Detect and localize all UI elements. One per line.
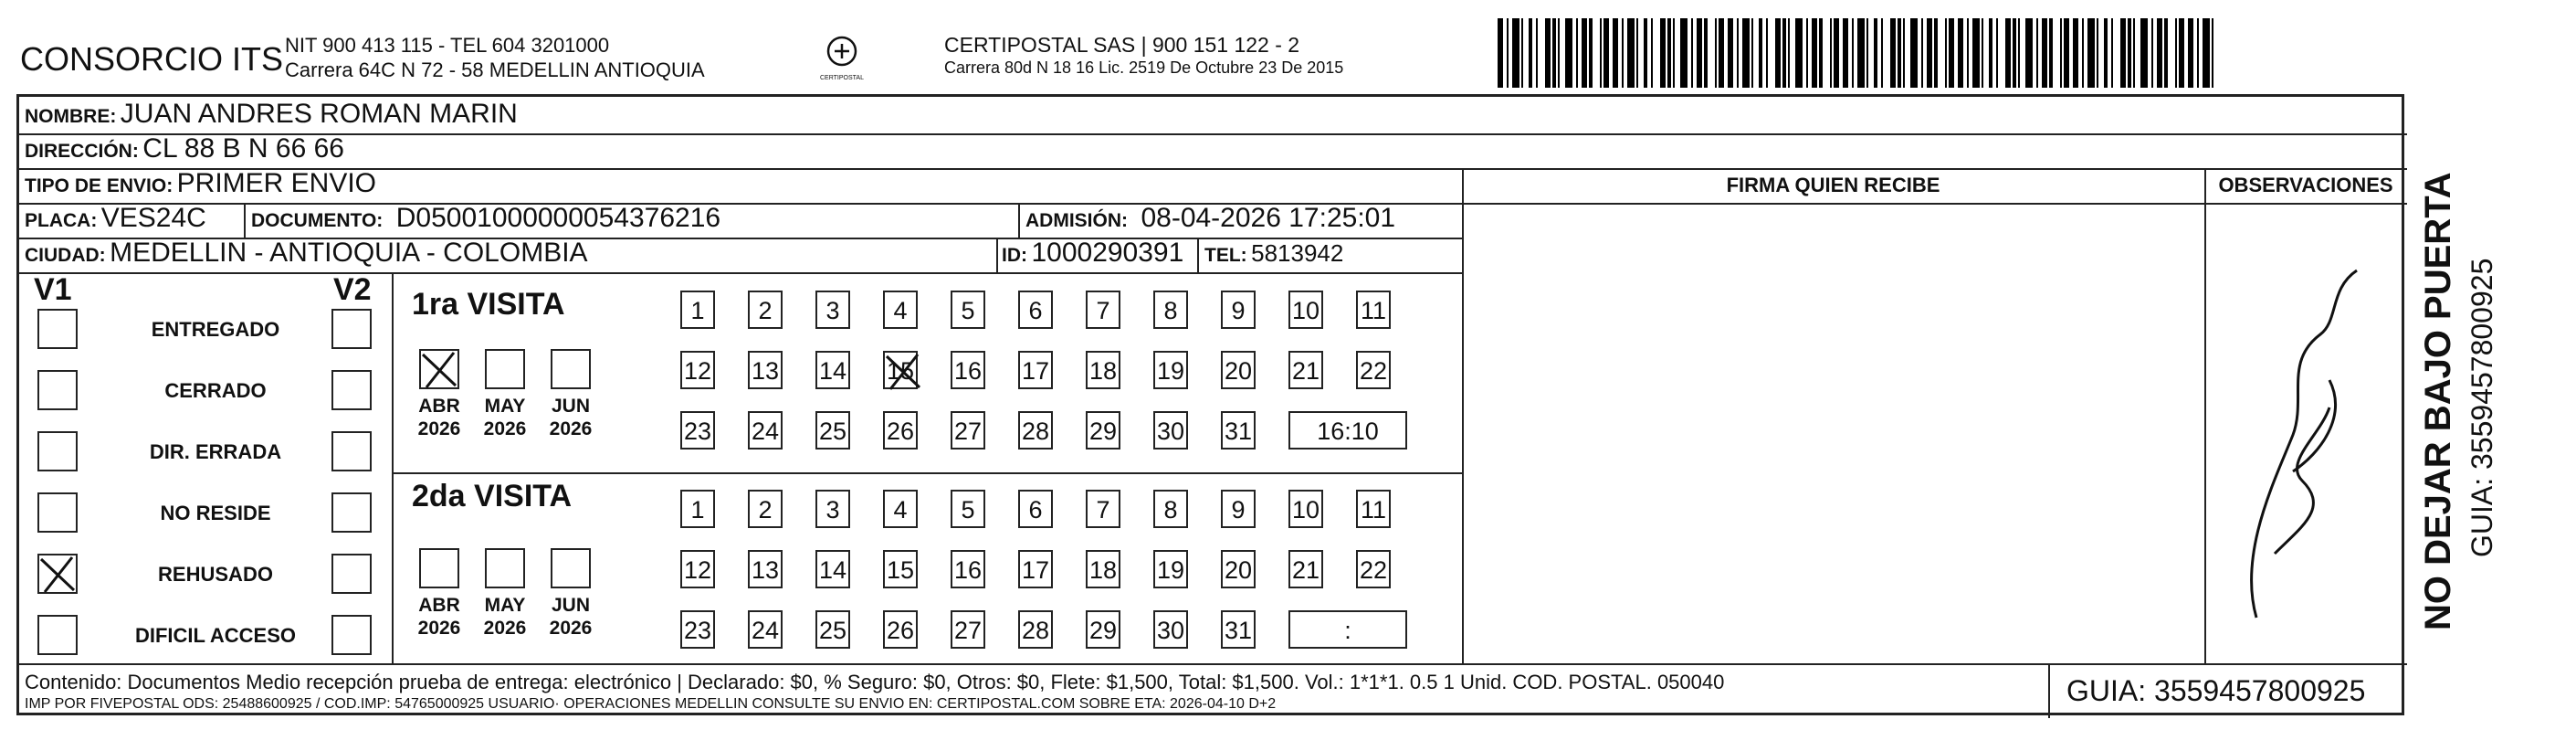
day-box[interactable]: 27 [951, 610, 985, 649]
day-box[interactable]: 1 [680, 291, 715, 329]
month-checkbox[interactable] [551, 349, 591, 389]
day-box[interactable]: 15 [883, 351, 918, 389]
v1-checkbox[interactable] [37, 615, 78, 655]
day-box[interactable]: 28 [1018, 610, 1053, 649]
day-box[interactable]: 4 [883, 291, 918, 329]
day-box[interactable]: 14 [815, 550, 850, 588]
day-box[interactable]: 21 [1288, 550, 1323, 588]
month-name: MAY [484, 396, 526, 417]
day-box[interactable]: 27 [951, 411, 985, 450]
day-box[interactable]: 26 [883, 610, 918, 649]
tel-label: TEL: [1204, 245, 1247, 266]
v2-checkbox[interactable] [331, 431, 372, 471]
day-box[interactable]: 18 [1086, 550, 1120, 588]
month-name: ABR [418, 595, 460, 616]
day-box[interactable]: 12 [680, 550, 715, 588]
day-box[interactable]: 28 [1018, 411, 1053, 450]
month-year: 2026 [417, 618, 461, 639]
status-option-label: ENTREGADO [151, 318, 280, 341]
barcode [1498, 18, 2226, 88]
month-name: JUN [551, 396, 590, 417]
v2-checkbox[interactable] [331, 615, 372, 655]
day-box[interactable]: 25 [815, 411, 850, 450]
day-box[interactable]: 31 [1221, 411, 1256, 450]
day-box[interactable]: 26 [883, 411, 918, 450]
courier-nit-line: CERTIPOSTAL SAS | 900 151 122 - 2 [944, 33, 1300, 57]
signature-image [2220, 252, 2393, 636]
day-box[interactable]: 29 [1086, 610, 1120, 649]
ciudad-value: MEDELLIN - ANTIOQUIA - COLOMBIA [110, 238, 588, 268]
v2-checkbox[interactable] [331, 554, 372, 594]
day-box[interactable]: 6 [1018, 291, 1053, 329]
month-checkbox[interactable] [485, 548, 525, 588]
v2-checkbox[interactable] [331, 309, 372, 349]
day-box[interactable]: 13 [748, 351, 783, 389]
day-box[interactable]: 31 [1221, 610, 1256, 649]
courier-license-line: Carrera 80d N 18 16 Lic. 2519 De Octubre 23 De 2015 [944, 58, 1344, 77]
day-box[interactable]: 22 [1356, 351, 1391, 389]
status-option-label: CERRADO [164, 379, 267, 402]
courier-info [944, 33, 1343, 78]
direccion-label: DIRECCIÓN: [25, 141, 139, 162]
company-name: CONSORCIO ITS [20, 40, 284, 78]
id-value: 1000290391 [1031, 238, 1184, 268]
day-box[interactable]: 19 [1153, 550, 1188, 588]
admision-label: ADMISIÓN: [1025, 210, 1128, 231]
day-box[interactable]: 21 [1288, 351, 1323, 389]
nombre-label: NOMBRE: [25, 106, 117, 127]
month-label [478, 395, 532, 440]
side-guia: GUIA: 3559457800925 [2466, 258, 2498, 557]
month-checkbox[interactable] [485, 349, 525, 389]
day-box[interactable]: 8 [1153, 291, 1188, 329]
day-box[interactable]: 12 [680, 351, 715, 389]
day-box[interactable]: 9 [1221, 490, 1256, 528]
day-box[interactable]: 23 [680, 610, 715, 649]
visit2-title: 2da VISITA [412, 479, 573, 513]
month-year: 2026 [549, 618, 593, 639]
day-box[interactable]: 16 [951, 351, 985, 389]
status-option-label: DIFICIL ACCESO [134, 624, 296, 647]
footer-guia: GUIA: 3559457800925 [2066, 674, 2366, 707]
v1-checkbox[interactable] [37, 431, 78, 471]
day-box[interactable]: 24 [748, 411, 783, 450]
nombre-value: JUAN ANDRES ROMAN MARIN [120, 99, 518, 129]
observaciones-header: OBSERVACIONES [2218, 174, 2393, 196]
day-box[interactable]: 10 [1288, 291, 1323, 329]
day-box[interactable]: 4 [883, 490, 918, 528]
status-option-label: NO RESIDE [160, 502, 271, 524]
no-dejar-bajo-puerta: NO DEJAR BAJO PUERTA [2418, 172, 2458, 630]
day-box[interactable]: 2 [748, 291, 783, 329]
check-mark-icon [419, 349, 459, 389]
id-field [1002, 238, 1183, 269]
tipo-envio-row [25, 168, 376, 199]
day-box[interactable]: 29 [1086, 411, 1120, 450]
day-box[interactable]: 10 [1288, 490, 1323, 528]
tipo-envio-value: PRIMER ENVIO [176, 168, 377, 198]
day-box[interactable]: 24 [748, 610, 783, 649]
month-label [412, 594, 467, 640]
company-nit-line: NIT 900 413 115 - TEL 604 3201000 [285, 34, 610, 57]
certipostal-logo [815, 35, 869, 86]
documento-field [251, 203, 720, 234]
day-box[interactable]: 20 [1221, 351, 1256, 389]
day-box[interactable]: 19 [1153, 351, 1188, 389]
documento-value: D05001000000054376216 [395, 203, 721, 233]
v2-header: V2 [333, 272, 372, 307]
day-box[interactable]: 16 [951, 550, 985, 588]
check-mark-icon [883, 351, 923, 391]
tel-field [1204, 239, 1343, 268]
day-box[interactable]: 23 [680, 411, 715, 450]
time-box[interactable]: : [1288, 610, 1407, 649]
v2-checkbox[interactable] [331, 492, 372, 533]
day-box[interactable]: 20 [1221, 550, 1256, 588]
firma-header: FIRMA QUIEN RECIBE [1726, 174, 1940, 196]
admision-value: 08-04-2026 17:25:01 [1141, 203, 1396, 233]
month-year: 2026 [549, 418, 593, 439]
day-box[interactable]: 11 [1356, 490, 1391, 528]
id-label: ID: [1002, 245, 1027, 266]
month-checkbox[interactable] [419, 548, 459, 588]
v1-checkbox[interactable] [37, 554, 78, 594]
day-box[interactable]: 7 [1086, 291, 1120, 329]
documento-label: DOCUMENTO: [251, 210, 384, 231]
ciudad-label: CIUDAD: [25, 245, 106, 266]
v1-checkbox[interactable] [37, 492, 78, 533]
logo-text: CERTIPOSTAL [820, 75, 864, 81]
month-year: 2026 [417, 418, 461, 439]
day-box[interactable]: 25 [815, 610, 850, 649]
day-box[interactable]: 2 [748, 490, 783, 528]
visit1-title: 1ra VISITA [412, 287, 565, 322]
day-box[interactable]: 3 [815, 291, 850, 329]
day-box[interactable]: 30 [1153, 610, 1188, 649]
day-box[interactable]: 18 [1086, 351, 1120, 389]
day-box[interactable]: 22 [1356, 550, 1391, 588]
day-box[interactable]: 14 [815, 351, 850, 389]
day-box[interactable]: 30 [1153, 411, 1188, 450]
day-box[interactable]: 3 [815, 490, 850, 528]
direccion-row [25, 133, 344, 164]
time-box[interactable]: 16:10 [1288, 411, 1407, 450]
month-label [478, 594, 532, 640]
company-address-line: Carrera 64C N 72 - 58 MEDELLIN ANTIOQUIA [285, 58, 705, 81]
placa-label: PLACA: [25, 210, 98, 231]
day-box[interactable]: 6 [1018, 490, 1053, 528]
day-box[interactable]: 13 [748, 550, 783, 588]
month-checkbox[interactable] [551, 548, 591, 588]
day-box[interactable]: 1 [680, 490, 715, 528]
delivery-form [16, 94, 2404, 715]
tipo-envio-label: TIPO DE ENVIO: [25, 175, 173, 196]
month-year: 2026 [483, 418, 527, 439]
v1-checkbox[interactable] [37, 370, 78, 410]
tel-value: 5813942 [1251, 239, 1344, 267]
status-option-label: DIR. ERRADA [149, 440, 282, 463]
day-box[interactable]: 11 [1356, 291, 1391, 329]
status-option-label: REHUSADO [158, 563, 273, 586]
month-label [412, 395, 467, 440]
placa-value: VES24C [100, 203, 206, 233]
day-box[interactable]: 8 [1153, 490, 1188, 528]
v1-header: V1 [34, 272, 72, 307]
v1-checkbox[interactable] [37, 309, 78, 349]
footer-imp-line: IMP POR FIVEPOSTAL ODS: 25488600925 / COD.IMP: 54765000925 USUARIO· OPERACIONES MEDELLIN CONSULTE SU ENVIO EN: CERTIPOSTAL.COM SOBRE ETA: 2026-04-10 D+2 [25, 696, 1277, 712]
admision-field [1025, 203, 1395, 234]
month-name: ABR [418, 396, 460, 417]
footer-content-line: Contenido: Documentos Medio recepción prueba de entrega: electrónico | Declarado: $0, % Seguro: $0, Otros: $0, Flete: $1,500, Total: $1,500. Vol.: 1*1*1. 0.5 1 Unid. COD. POSTAL. 050040 [25, 671, 1725, 693]
day-box[interactable]: 15 [883, 550, 918, 588]
day-box[interactable]: 17 [1018, 351, 1053, 389]
month-year: 2026 [483, 618, 527, 639]
month-name: MAY [484, 595, 526, 616]
v2-checkbox[interactable] [331, 370, 372, 410]
month-checkbox[interactable] [419, 349, 459, 389]
direccion-value: CL 88 B N 66 66 [142, 133, 344, 164]
day-box[interactable]: 7 [1086, 490, 1120, 528]
day-box[interactable]: 17 [1018, 550, 1053, 588]
day-box[interactable]: 5 [951, 490, 985, 528]
check-mark-icon [37, 554, 78, 594]
nombre-row [25, 99, 518, 130]
month-name: JUN [551, 595, 590, 616]
ciudad-field [25, 238, 588, 269]
day-box[interactable]: 5 [951, 291, 985, 329]
placa-field [25, 203, 206, 234]
day-box[interactable]: 9 [1221, 291, 1256, 329]
month-label [543, 594, 598, 640]
company-info [285, 33, 705, 82]
month-label [543, 395, 598, 440]
